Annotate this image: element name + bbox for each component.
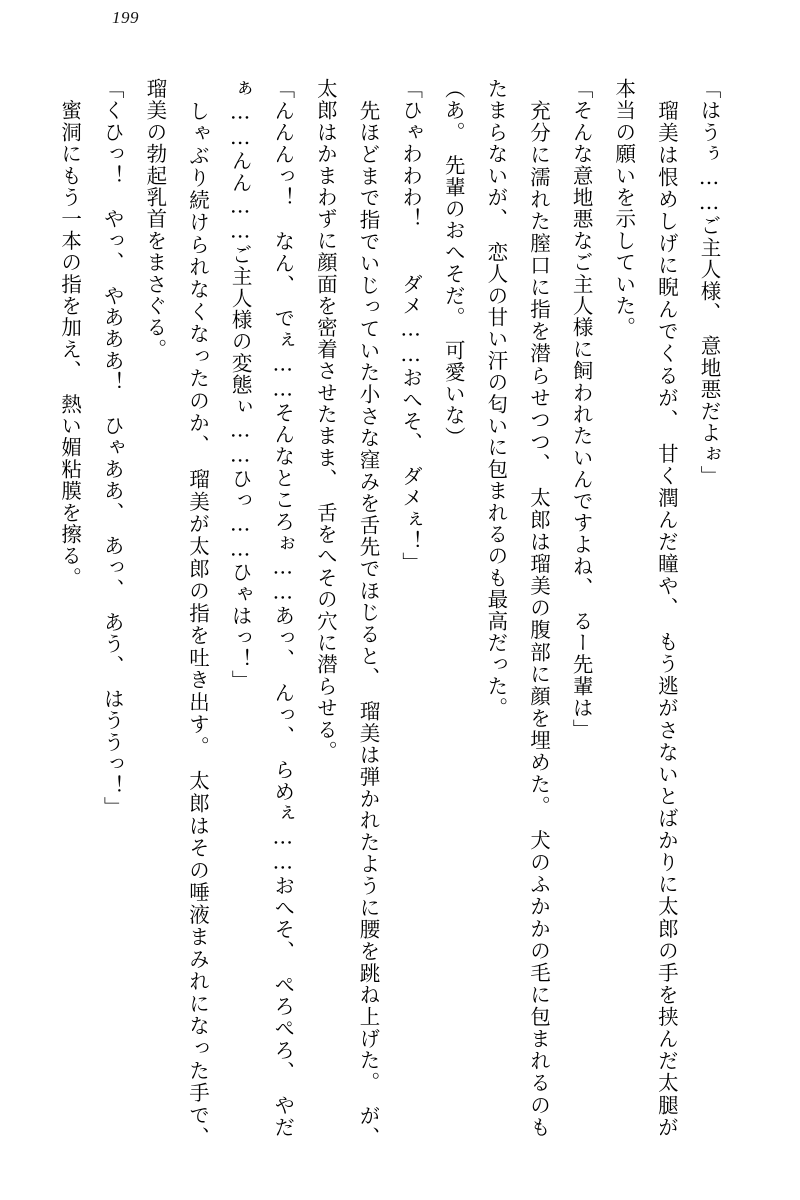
paragraph: 「そんな意地悪なご主人様に飼われたいんですよね、 るー先輩は」 [569, 78, 594, 741]
paragraph: 瑠美は恨めしげに睨んでくるが、 甘く潤んだ瞳や、 もう逃がさないとばかりに太郎の手を挟んだ太腿が本当の願いを示していた。 [611, 78, 679, 1138]
paragraph: 「ひゃわわわ！ ダメ……おへそ、 ダメぇ！」 [398, 78, 423, 574]
vertical-text-body [57, 78, 730, 1160]
paragraph: 蜜洞にもう一本の指を加え、 熱い媚粘膜を擦る。 [57, 78, 82, 589]
paragraph: 先ほどまで指でいじっていた小さな窪みを舌先でほじると、 瑠美は弾かれたように腰を跳ね上げた。 が、 太郎はかまわずに顔面を密着させたまま、 舌をへその穴に潜らせる。 [313, 78, 380, 1160]
paragraph: （あ。 先輩のおへそだ。 可愛いな） [441, 78, 466, 449]
paragraph: 「はうぅ……ご主人様、 意地悪だよぉ」 [697, 78, 721, 488]
paragraph: 「んんんっ！ なん、 でぇ……そんなところぉ……あっ、 んっ、 らめぇ……おへそ、 ぺろぺろ、 やだぁ……んん……ご主人様の変態ぃ……ひっ……ひゃはっ！」 [228, 78, 295, 1138]
paragraph: 「くひっ！ やっ、 やあああ！ ひゃああ、 あっ、 あう、 はううっ！」 [100, 78, 125, 819]
paragraph: しゃぶり続けられなくなったのか、 瑠美が太郎の指を吐き出す。 太郎はその唾液まみれになった手で、 瑠美の勃起乳首をまさぐる。 [142, 78, 210, 1160]
paragraph: 充分に濡れた膣口に指を潜らせつつ、 太郎は瑠美の腹部に顔を埋めた。 犬のふかかの毛に包まれるのもたまらないが、 恋人の甘い汗の匂いに包まれるのも最高だった。 [483, 78, 551, 1138]
page-number: 199 [112, 8, 139, 27]
